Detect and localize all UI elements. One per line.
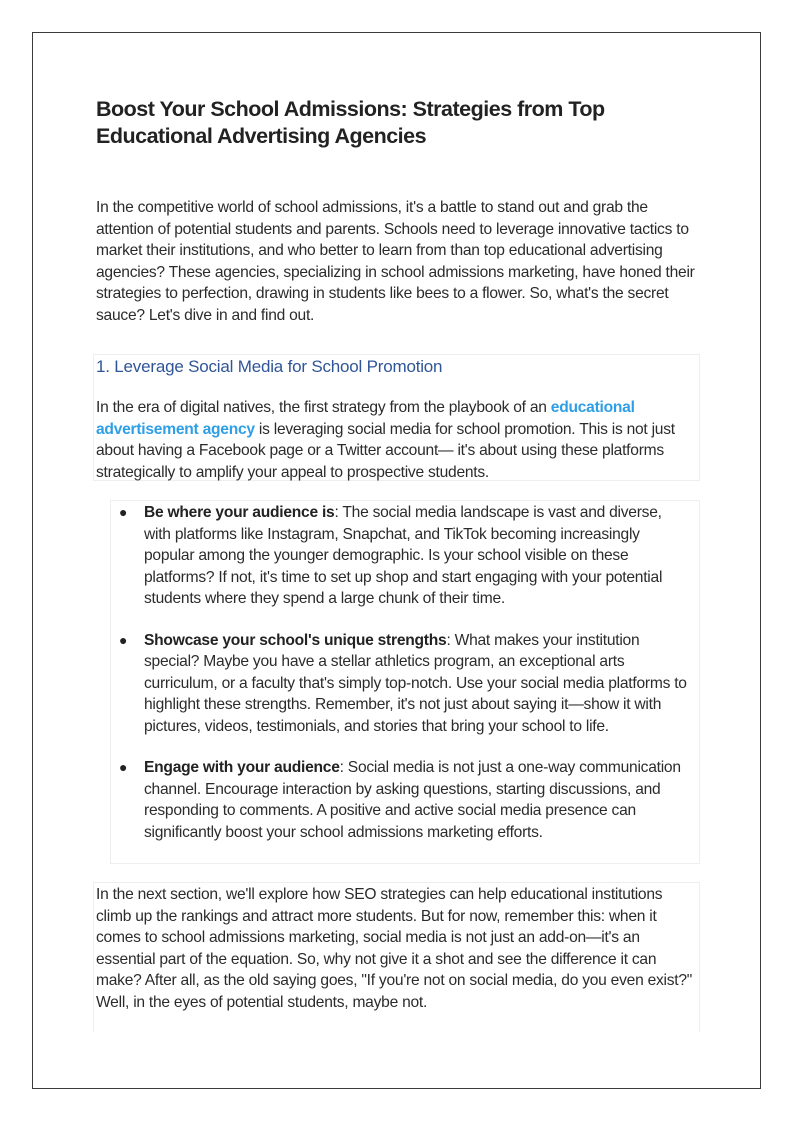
bullet-text: : The social media landscape is vast and diverse, with platforms like Instagram, Snapchat, and TikTok becoming increasingly popular among the younger demographic. Is your school visible on these platforms? If not, it's time to set up shop and start engaging with your potential students where they spend a large chunk of their time. — [144, 504, 663, 607]
list-item — [110, 502, 690, 610]
bullet-heading: Engage with your audience — [144, 759, 340, 776]
bullet-heading: Showcase your school's unique strengths — [144, 631, 447, 649]
list-item — [110, 757, 690, 843]
section-1-heading: 1. Leverage Social Media for School Promotion — [96, 357, 443, 376]
intro-paragraph: In the competitive world of school admissions, it's a battle to stand out and grab the attention of potential students and parents. Schools need to leverage innovative tactics to market their institutions, and who better to learn from than top educational advertising agencies? These agencies, specializing in school admissions marketing, have honed their strategies to perfection, drawing in students like bees to a flower. So, what's the secret sauce? Let's dive in and find out. — [96, 199, 695, 324]
list-item — [110, 630, 690, 738]
bullet-dot-icon: ● — [119, 759, 128, 775]
bullet-text: : Social media is not just a one-way communication channel. Encourage interaction by asking questions, starting discussions, and responding to comments. A positive and active social media presence can significantly boost your school admissions marketing efforts. — [144, 759, 681, 841]
closing-paragraph: In the next section, we'll explore how SEO strategies can help educational institutions climb up the rankings and attract more students. But for now, remember this: when it comes to school admissions marketing, social media is not just an add-on—it's an essential part of the equation. So, why not give it a shot and see the difference it can make? After all, as the old saying goes, "If you're not on social media, do you even exist?" Well, in the eyes of potential students, maybe not. — [96, 886, 693, 1011]
section-1-text-before-link: In the era of digital natives, the first strategy from the playbook of an — [96, 399, 551, 416]
bullet-text: : What makes your institution special? Maybe you have a stellar athletics program, an exceptional arts curriculum, or a faculty that's simply top-notch. Use your social media platforms to highlight these strengths. Remember, it's not just about saying it—show it with pictures, videos, testimonials, and stories that bring your school to life. — [144, 631, 687, 735]
section-1-paragraph — [96, 397, 698, 483]
strategy-bullet-list — [110, 502, 690, 863]
bullet-heading: Be where your audience is — [144, 504, 335, 521]
educational-advertisement-agency-link[interactable]: educational advertisement agency — [96, 399, 635, 438]
bullet-dot-icon: ● — [119, 631, 128, 648]
section-1-text-after-link: is leveraging social media for school promotion. This is not just about having a Facebook page or a Twitter account— it's about using these platforms strategically to amplify your appeal to prospective students. — [96, 420, 675, 481]
bullet-dot-icon: ● — [119, 504, 128, 520]
document-title: Boost Your School Admissions: Strategies from Top Educational Advertising Agencies — [96, 97, 605, 148]
